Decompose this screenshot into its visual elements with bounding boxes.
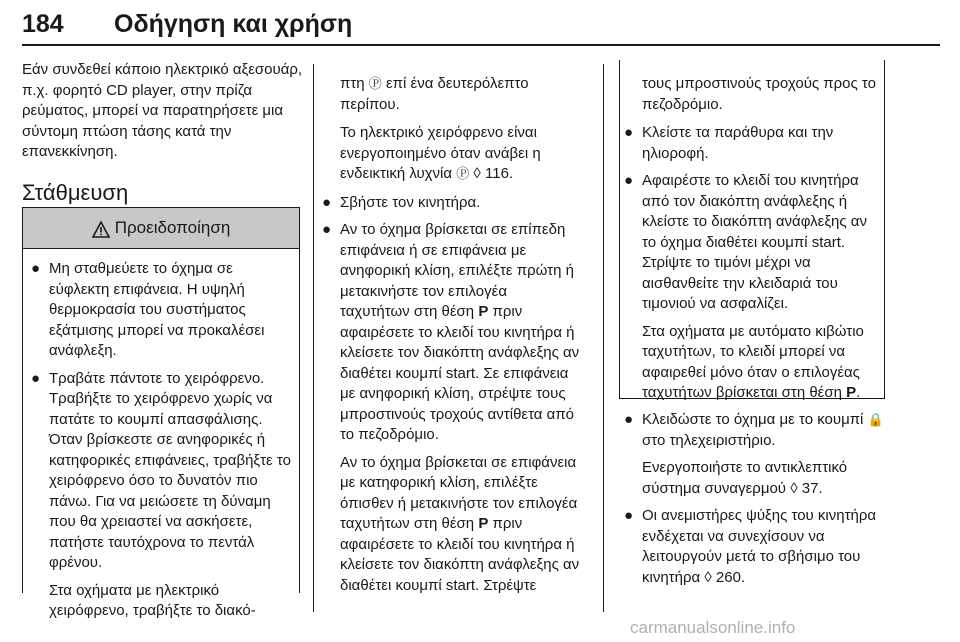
reference-icon: ◊ [704,568,712,586]
continued-text: τους μπροστινούς τροχούς προς το πεζοδρόμιο. [642,75,876,113]
column-3-lower [624,410,894,595]
lock-icon: 🔒 [867,412,884,427]
list-item-text: Αφαιρέστε το κλειδί του κινητήρα από τον διακόπτη ανάφλεξης ή κλείστε το διακόπτη ανάφλεξης αν το όχημα διαθέτει κουμπί start. Στρίψτε το τιμόνι μέχρι να αισθανθείτε την κλειδαριά του τιμονιού να ασφαλίζει. [642,172,867,312]
bullet-icon: ● [322,221,332,238]
warning-bullet [31,259,291,362]
list-item-text: Σβήστε τον κινητήρα. [340,193,481,211]
list-item-text: Κλείστε τα παράθυρα και την ηλιοροφή. [642,124,834,162]
bullet-icon: ● [624,411,634,428]
list-item [624,506,894,588]
warning-header [23,208,299,249]
bullet-icon: ● [624,507,634,524]
intro-paragraph: Εάν συνδεθεί κάποιο ηλεκτρικό αξεσουάρ, π.χ. φορητό CD player, στην πρίζα ρεύματος, μπορεί να παρατηρήσετε μια σύντομη πτώση τάσης κατά την επανεκκίνηση. [22,61,303,160]
list-item [624,123,884,164]
page-header [22,4,940,46]
text-fragment: επί ένα δευτερόλεπτο περίπου. [340,75,529,113]
paragraph [624,458,894,499]
chapter-title: Οδήγηση και χρήση [114,10,353,38]
reference-icon: ◊ [473,165,481,182]
paragraph [624,322,884,404]
text-fragment: . [856,384,861,401]
reference-icon: ◊ [790,479,798,497]
paragraph [340,453,580,597]
section-title: Στάθμευση [22,179,129,205]
text-fragment: Το ηλεκτρικό χειρόφρενο είναι ενεργοποιημένο όταν ανάβει η ενδεικτική λυχνία [340,124,541,182]
page-number: 184 [22,10,64,38]
warning-body [23,249,299,622]
paragraph [340,123,580,185]
parking-brake-icon: Ⓟ [368,76,382,91]
bullet-icon: ● [624,172,634,189]
parking-brake-icon: Ⓟ [456,166,470,181]
text-fragment: στο τηλεχειριστήριο. [642,431,776,449]
column-3-boxed [624,74,884,411]
text-fragment: Οι ανεμιστήρες ψύξης του κινητήρα ενδέχεται να συνεχίσουν να λειτουργούν μετά το σβήσιμο του κινητήρα [642,507,877,586]
text-fragment: πτη [340,75,365,92]
warning-bullet-text: Τραβάτε πάντοτε το χειρόφρενο. Τραβήξτε το χειρόφρενο χωρίς να πατάτε το κουμπί απασφάλισης. Όταν βρίσκεστε σε ανηφορικές ή κατηφορικές επιφάνειες, τραβήξτε το χειρόφρενο όσο το δυνατόν πιο πάνω. Για να μειώσετε τη δύναμη που θα χρειαστεί να ασκήσετε, πατήστε ταυτόχρονα το πεντάλ φρένου. [49,369,291,571]
text-fragment: Αν το όχημα βρίσκεται σε επιφάνεια με κατηφορική κλίση, επιλέξτε όπισθεν ή μετακινήστε τον επιλογέα ταχυτήτων στη θέση [340,453,578,532]
warning-title: Προειδοποίηση [114,218,231,237]
bullet-icon: ● [31,260,41,277]
list-item [322,220,580,446]
page-reference: 116. [485,165,514,182]
column-divider [603,64,604,612]
text-fragment: πριν αφαιρέσετε το κλειδί του κινητήρα ή κλείσετε τον διακόπτη ανάφλεξης αν διαθέτει κουμπί start. Στρέψτε [340,515,580,594]
continued-text [340,74,580,115]
warning-box [22,207,300,619]
column-2 [322,74,580,596]
gear-position-label: P [846,384,857,401]
column-1 [22,60,304,219]
page-reference: 37. [801,479,823,497]
warning-bullet-text: Μη σταθμεύετε το όχημα σε εύφλεκτη επιφάνεια. Η υψηλή θερμοκρασία του συστήματος εξάτμισης μπορεί να προκαλέσει ανάφλεξη. [49,260,265,359]
list-item [624,410,894,451]
page-reference: 260. [715,568,746,586]
text-fragment: Αν το όχημα βρίσκεται σε επίπεδη επιφάνεια ή σε επιφάνεια με ανηφορική κλίση, επιλέξτε πρώτη ή μετακινήστε τον επιλογέα ταχυτήτων στη θέση [340,221,574,320]
list-item [322,193,580,214]
text-fragment: Κλειδώστε το όχημα με το κουμπί [642,411,864,428]
bullet-icon: ● [624,124,634,141]
gear-position-label: P [478,515,489,532]
warning-bullet [31,369,291,574]
warning-triangle-icon [92,221,110,238]
text-fragment: πριν αφαιρέσετε το κλειδί του κινητήρα ή κλείσετε τον διακόπτη ανάφλεξης αν διαθέτει κουμπί start. Σε επιφάνεια με ανηφορική κλίση, στρέψτε τους μπροστινούς τροχούς αντίθετα από το πεζοδρόμιο. [340,303,580,443]
text-fragment: Στα οχήματα με αυτόματο κιβώτιο ταχυτήτων, το κλειδί μπορεί να αφαιρεθεί μόνο όταν ο επιλογέας ταχυτήτων βρίσκεται στη θέση [642,322,864,401]
list-item [624,171,884,315]
bullet-icon: ● [322,193,332,211]
gear-position-label: P [478,303,489,320]
watermark: carmanualsonline.info [630,618,796,637]
warning-continuation: Στα οχήματα με ηλεκτρικό χειρόφρενο, τραβήξτε το διακό- [49,581,256,619]
bullet-icon: ● [31,369,41,387]
column-divider [313,64,314,612]
text-fragment: Ενεργοποιήστε το αντικλεπτικό σύστημα συναγερμού [642,459,848,497]
